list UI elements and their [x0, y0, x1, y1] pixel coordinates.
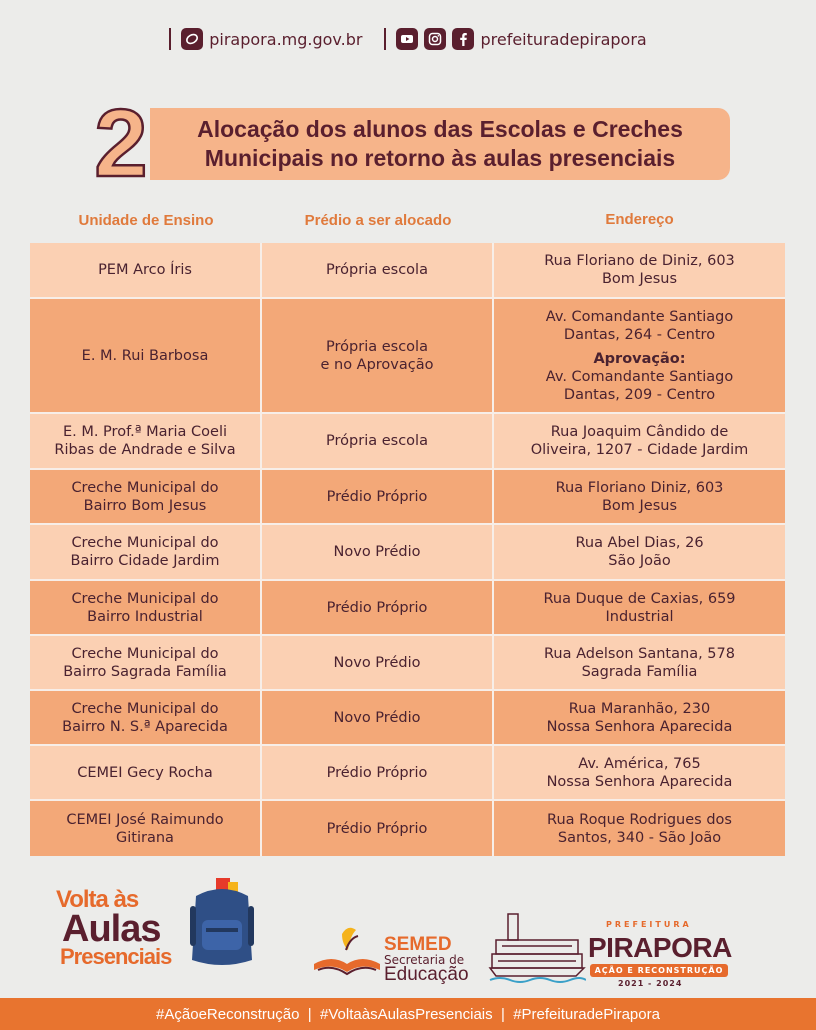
footer-hashtags — [0, 998, 816, 1030]
building-cell: Própria escola — [262, 414, 494, 468]
semed-logo — [312, 920, 472, 985]
address-cell: Rua Roque Rodrigues dos Santos, 340 - São João — [547, 811, 732, 846]
column-header-unit: Unidade de Ensino — [78, 212, 214, 229]
column-header-building: Prédio a ser alocado — [304, 212, 452, 229]
address-cell: Av. América, 765 Nossa Senhora Aparecida — [546, 755, 733, 790]
building-cell: Novo Prédio — [262, 691, 494, 744]
table-row — [30, 414, 785, 470]
semed-name: SEMED — [384, 934, 452, 955]
volta-line-3: Presenciais — [60, 944, 172, 969]
title-line-2: Municipais no retorno às aulas presenciais — [204, 145, 676, 171]
address-cell: Rua Duque de Caxias, 659 Industrial — [543, 590, 736, 625]
volta-line-2: Aulas — [62, 908, 161, 950]
unit-cell: E. M. Prof.ª Maria Coeli Ribas de Andrade e Silva — [30, 414, 262, 468]
social-handle[interactable]: prefeituradepirapora — [480, 29, 647, 49]
building-cell: Novo Prédio — [262, 636, 494, 689]
table-row — [30, 299, 785, 414]
secondary-location-label: Aprovação: — [593, 350, 686, 367]
table-row — [30, 691, 785, 746]
address-cell: Rua Joaquim Cândido de Oliveira, 1207 - Cidade Jardim — [530, 424, 749, 458]
address-cell: Rua Floriano de Diniz, 603 Bom Jesus — [544, 253, 735, 287]
unit-cell: CEMEI Gecy Rocha — [30, 746, 262, 799]
building-cell: Novo Prédio — [262, 525, 494, 579]
address-cell: Rua Abel Dias, 26 São João — [575, 535, 704, 569]
table-row — [30, 525, 785, 581]
table-row — [30, 636, 785, 691]
section-number — [86, 100, 156, 190]
semed-subtitle-2: Educação — [384, 964, 469, 985]
steamboat-icon — [488, 906, 586, 986]
prefeitura-label: PREFEITURA — [606, 920, 692, 929]
semed-subtitle: Secretaria de — [384, 953, 465, 967]
divider — [384, 28, 386, 50]
youtube-icon[interactable] — [396, 28, 418, 50]
unit-cell: Creche Municipal do Bairro Industrial — [30, 581, 262, 634]
header-bar — [0, 28, 816, 50]
building-cell: Própria escola e no Aprovação — [262, 299, 494, 412]
table-row — [30, 243, 785, 299]
prefeitura-logo — [488, 906, 738, 988]
facebook-icon[interactable] — [452, 28, 474, 50]
unit-cell: Creche Municipal do Bairro Sagrada Família — [30, 636, 262, 689]
building-cell: Prédio Próprio — [262, 801, 494, 856]
backpack-icon — [186, 876, 258, 970]
building-cell: Prédio Próprio — [262, 470, 494, 523]
social-group — [384, 28, 646, 50]
divider — [169, 28, 171, 50]
address-cell: Rua Adelson Santana, 578 Sagrada Família — [544, 645, 735, 680]
web-icon — [181, 28, 203, 50]
address-cell: Rua Floriano Diniz, 603 Bom Jesus — [555, 479, 724, 514]
building-cell: Prédio Próprio — [262, 581, 494, 634]
unit-cell: PEM Arco Íris — [30, 243, 262, 297]
prefeitura-slogan: AÇÃO E RECONSTRUÇÃO — [590, 964, 728, 977]
unit-cell: Creche Municipal do Bairro Bom Jesus — [30, 470, 262, 523]
title-line-1: Alocação dos alunos das Escolas e Creches — [197, 116, 683, 142]
unit-cell: CEMEI José Raimundo Gitirana — [30, 801, 262, 856]
allocation-table — [30, 243, 785, 856]
address-cell: Av. Comandante Santiago Dantas, 264 - Centro Aprovação: Av. Comandante Santiago Dantas, 209 - Centro — [545, 308, 734, 403]
table-row — [30, 470, 785, 525]
hashtags-text: #AçãoeReconstrução | #VoltaàsAulasPresenciais | #PrefeituradePirapora — [156, 1005, 660, 1023]
table-row — [30, 581, 785, 636]
table-row — [30, 746, 785, 801]
volta-line-1: Volta às — [56, 886, 139, 913]
book-icon — [312, 924, 382, 980]
instagram-icon[interactable] — [424, 28, 446, 50]
column-header-address: Endereço — [605, 211, 674, 228]
prefeitura-years: 2021 - 2024 — [618, 979, 683, 988]
page-title — [150, 108, 730, 180]
unit-cell: E. M. Rui Barbosa — [30, 299, 262, 412]
address-cell: Rua Maranhão, 230 Nossa Senhora Aparecida — [546, 700, 733, 735]
unit-cell: Creche Municipal do Bairro Cidade Jardim — [30, 525, 262, 579]
section-number-text: 2 — [94, 100, 148, 190]
table-row — [30, 801, 785, 856]
building-cell: Própria escola — [262, 243, 494, 297]
unit-cell: Creche Municipal do Bairro N. S.ª Aparecida — [30, 691, 262, 744]
website-group[interactable] — [169, 28, 362, 50]
building-cell: Prédio Próprio — [262, 746, 494, 799]
website-link[interactable]: pirapora.mg.gov.br — [209, 29, 363, 49]
prefeitura-name: PIRAPORA — [588, 932, 732, 963]
